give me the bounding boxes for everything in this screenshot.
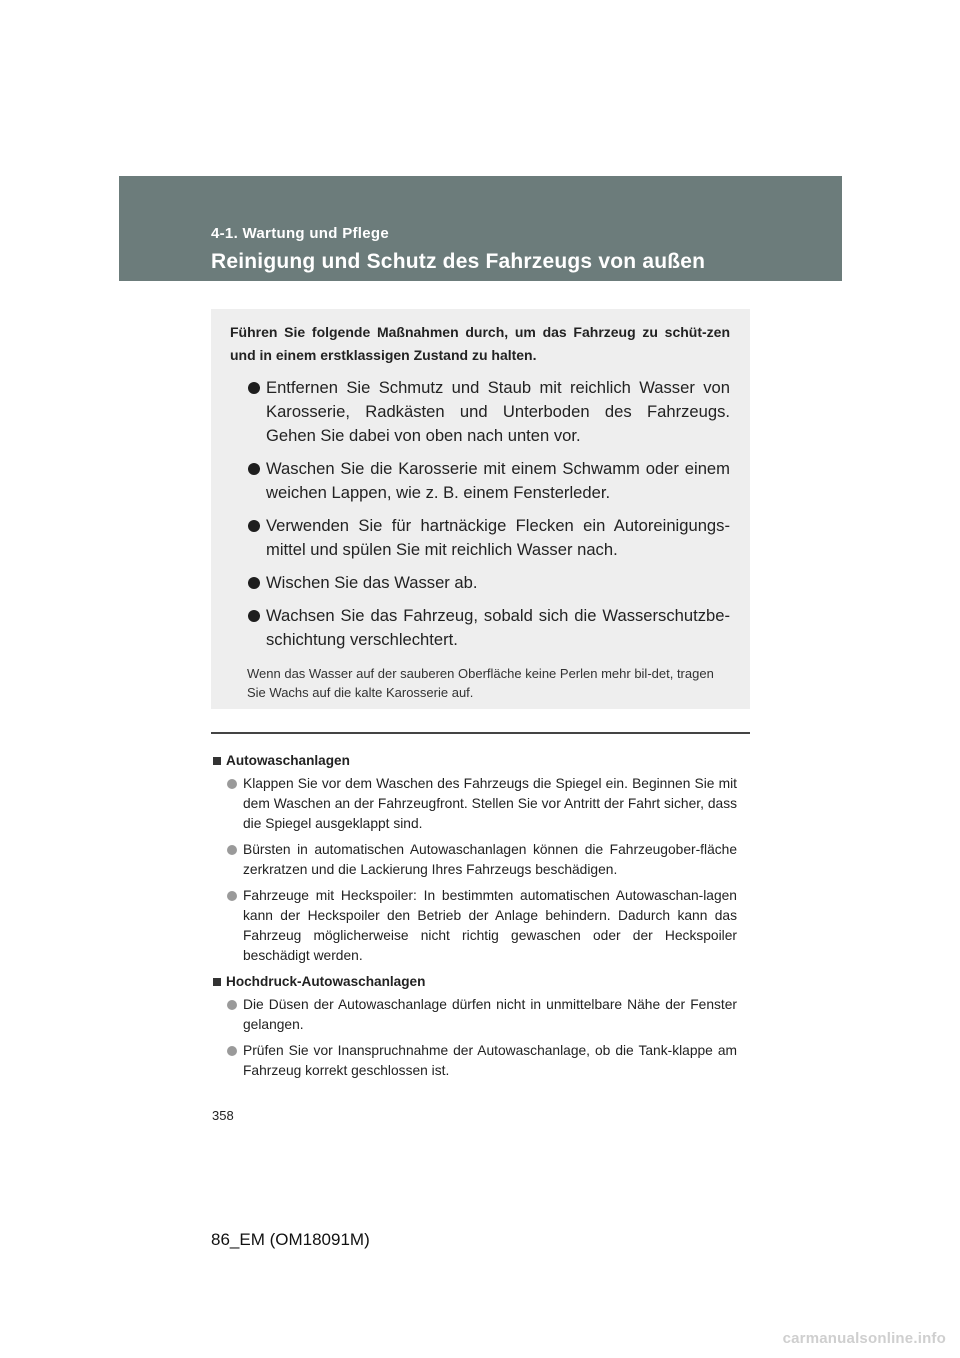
note-item-text: Klappen Sie vor dem Waschen des Fahrzeugs die Spiegel ein. Beginnen Sie mit dem Waschen an der Fahrzeugfront. Stellen Sie vor Antritt der Fahrt sicher, dass die Spiegel ausgeklappt sind. (243, 776, 737, 831)
note-item-text: Bürsten in automatischen Autowaschanlagen können die Fahrzeugober-fläche zerkratzen und die Lackierung Ihres Fahrzeugs beschädigen. (243, 842, 737, 877)
header-band (119, 176, 842, 281)
note-item-text: Prüfen Sie vor Inanspruchnahme der Autowaschanlage, ob die Tank-klappe am Fahrzeug korrekt geschlossen ist. (243, 1043, 737, 1078)
notes-section (213, 751, 737, 1087)
bullet-icon (227, 1046, 237, 1056)
info-list-item (230, 571, 730, 595)
info-list-item (230, 514, 730, 562)
watermark: carmanualsonline.info (782, 1330, 946, 1347)
info-list-item (230, 376, 730, 448)
info-list-item (230, 457, 730, 505)
section-label: 4-1. Wartung und Pflege (211, 225, 390, 242)
note-heading (213, 972, 737, 991)
info-item-text: Verwenden Sie für hartnäckige Flecken ein Autoreinigungs-mittel und spülen Sie mit reichlich Wasser nach. (266, 516, 730, 559)
page-number: 358 (212, 1108, 234, 1123)
info-item-text: Waschen Sie die Karosserie mit einem Schwamm oder einem weichen Lappen, wie z. B. einem Fensterleder. (266, 459, 730, 502)
note-item (213, 840, 737, 880)
note-heading (213, 751, 737, 770)
info-item-text: Entfernen Sie Schmutz und Staub mit reichlich Wasser von Karosserie, Radkästen und Unterboden des Fahrzeugs. Gehen Sie dabei von oben nach unten vor. (266, 378, 730, 445)
info-list-item (230, 604, 730, 652)
info-intro: Führen Sie folgende Maßnahmen durch, um das Fahrzeug zu schüt-zen und in einem erstklassigen Zustand zu halten. (230, 324, 730, 363)
note-item (213, 886, 737, 966)
note-item-text: Fahrzeuge mit Heckspoiler: In bestimmten automatischen Autowaschan-lagen kann der Heckspoiler den Betrieb der Anlage behindern. Dadurch kann das Fahrzeug möglicherweise nicht richtig gewaschen oder der Heckspoiler beschädigt werden. (243, 888, 737, 963)
info-note: Wenn das Wasser auf der sauberen Oberfläche keine Perlen mehr bil-det, tragen Sie Wachs auf die kalte Karosserie auf. (247, 666, 714, 700)
bullet-icon (227, 845, 237, 855)
bullet-icon (248, 577, 260, 589)
note-item (213, 995, 737, 1035)
bullet-icon (227, 779, 237, 789)
bullet-icon (248, 463, 260, 475)
note-item (213, 774, 737, 834)
bullet-icon (227, 1000, 237, 1010)
page-title: Reinigung und Schutz des Fahrzeugs von außen (211, 250, 706, 273)
info-item-text: Wischen Sie das Wasser ab. (266, 573, 478, 592)
bullet-icon (248, 520, 260, 532)
info-list (230, 376, 730, 652)
note-item-text: Die Düsen der Autowaschanlage dürfen nicht in unmittelbare Nähe der Fenster gelangen. (243, 997, 737, 1032)
square-bullet-icon (213, 757, 221, 765)
info-item-text: Wachsen Sie das Fahrzeug, sobald sich die Wasserschutzbe-schichtung verschlechtert. (266, 606, 730, 649)
section-divider (211, 732, 750, 734)
bullet-icon (227, 891, 237, 901)
note-heading-text: Hochdruck-Autowaschanlagen (226, 974, 426, 989)
info-box (211, 309, 750, 709)
note-heading-text: Autowaschanlagen (226, 753, 350, 768)
square-bullet-icon (213, 978, 221, 986)
bullet-icon (248, 382, 260, 394)
document-code: 86_EM (OM18091M) (211, 1230, 370, 1249)
note-item (213, 1041, 737, 1081)
bullet-icon (248, 610, 260, 622)
